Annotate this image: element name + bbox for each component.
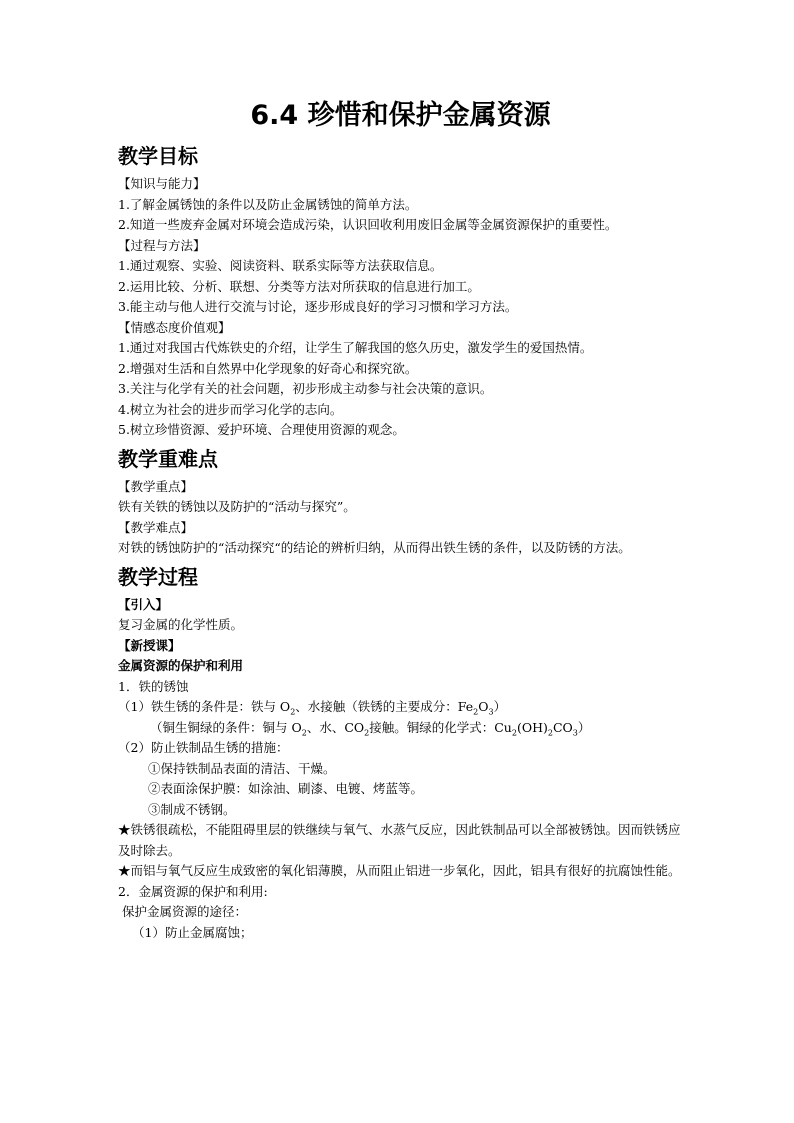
label-focus: 【教学重点】 (118, 478, 194, 494)
measure-item: ①保持铁制品表面的清洁、干燥。 (148, 760, 336, 776)
star-note-iron: ★铁锈很疏松，不能阻碍里层的铁继续与氧气、水蒸气反应，因此铁制品可以全部被锈蚀。因而铁锈应及时除去。 (118, 822, 681, 858)
protection-ways: 保护金属资源的途径： (122, 904, 248, 919)
section-heading-keypoints: 教学重难点 (118, 446, 218, 471)
label-difficulty: 【教学难点】 (118, 519, 194, 535)
copper-text: （铜生铜绿的条件：铜与 O (150, 719, 302, 735)
subscript: 2 (290, 707, 296, 717)
label-knowledge: 【知识与能力】 (118, 176, 206, 191)
list-item: 3.关注与化学有关的社会问题，初步形成主动参与社会决策的意识。 (118, 381, 493, 396)
list-item: 2.运用比较、分析、联想、分类等方法对所获取的信息进行加工。 (118, 278, 480, 294)
label-new-lesson: 【新授课】 (118, 637, 181, 653)
rust-condition-text: ） (493, 699, 507, 714)
subscript: 2 (301, 728, 307, 737)
rust-condition-text: O (478, 699, 489, 714)
label-intro: 【引入】 (118, 596, 169, 612)
rust-condition (118, 697, 683, 718)
subscript: 2 (547, 728, 553, 737)
copper-condition (118, 718, 683, 739)
copper-text: 、水、CO (306, 719, 365, 735)
section-heading-goals: 教学目标 (118, 144, 198, 168)
copper-text: 接触。铜绿的化学式：Cu (369, 719, 512, 735)
list-item: 5.树立珍惜资源、爱护环境、合理使用资源的观念。 (118, 422, 405, 437)
subscript: 2 (364, 728, 370, 737)
page-title: 6.4 珍惜和保护金属资源 (250, 100, 551, 131)
point-metal-protection: 2．金属资源的保护和利用: (118, 883, 268, 899)
focus-text: 铁有关铁的锈蚀以及防护的“活动与探究”。 (118, 499, 356, 514)
label-emotion: 【情感态度价值观】 (118, 319, 231, 335)
section-heading-process: 教学过程 (118, 564, 198, 589)
subscript: 3 (572, 728, 578, 737)
rust-condition-text: （1）铁生锈的条件是：铁与 O (118, 699, 291, 714)
copper-text: CO (552, 719, 573, 735)
rust-condition-text: 、水接触（铁锈的主要成分：Fe (295, 699, 474, 714)
point-iron-rust: 1．铁的锈蚀 (118, 678, 189, 694)
list-item: 2.增强对生活和自然界中化学现象的好奇心和探究欲。 (118, 360, 418, 376)
subscript: 3 (488, 707, 494, 717)
measure-item: ②表面涂保护膜：如涂油、刷漆、电镀、烤蓝等。 (148, 781, 424, 796)
copper-text: (OH) (516, 719, 548, 735)
label-process-method: 【过程与方法】 (118, 237, 206, 253)
point-prevent-rust: （2）防止铁制品生锈的措施： (118, 740, 289, 755)
list-item: 2.知道一些废弃金属对环境会造成污染，认识回收利用废旧金属等金属资源保护的重要性。 (118, 217, 618, 232)
protection-item: （1）防止金属腐蚀； (132, 924, 253, 940)
subscript: 2 (473, 707, 479, 717)
list-item: 4.树立为社会的进步而学习化学的志向。 (118, 401, 343, 417)
copper-text: ） (577, 719, 591, 735)
subheading-metal-resources: 金属资源的保护和利用 (118, 658, 244, 673)
list-item: 1.通过对我国古代炼铁史的介绍，让学生了解我国的悠久历史，激发学生的爱国热情。 (118, 340, 593, 355)
star-note-aluminum: ★而铝与氧气反应生成致密的氧化铝薄膜，从而阻止铝进一步氧化，因此，铝具有很好的抗腐蚀性能。 (118, 863, 681, 878)
list-item: 1.通过观察、实验、阅读资料、联系实际等方法获取信息。 (118, 258, 443, 273)
measure-item: ③制成不锈钢。 (148, 801, 236, 817)
list-item: 1.了解金属锈蚀的条件以及防止金属锈蚀的简单方法。 (118, 196, 418, 212)
list-item: 3.能主动与他人进行交流与讨论，逐步形成良好的学习习惯和学习方法。 (118, 299, 518, 314)
subscript: 2 (511, 728, 517, 737)
intro-text: 复习金属的化学性质。 (118, 617, 244, 632)
difficulty-text: 对铁的锈蚀防护的“活动探究“的结论的辨析归纳，从而得出铁生锈的条件，以及防锈的方法。 (118, 540, 631, 555)
document-page (118, 96, 683, 943)
